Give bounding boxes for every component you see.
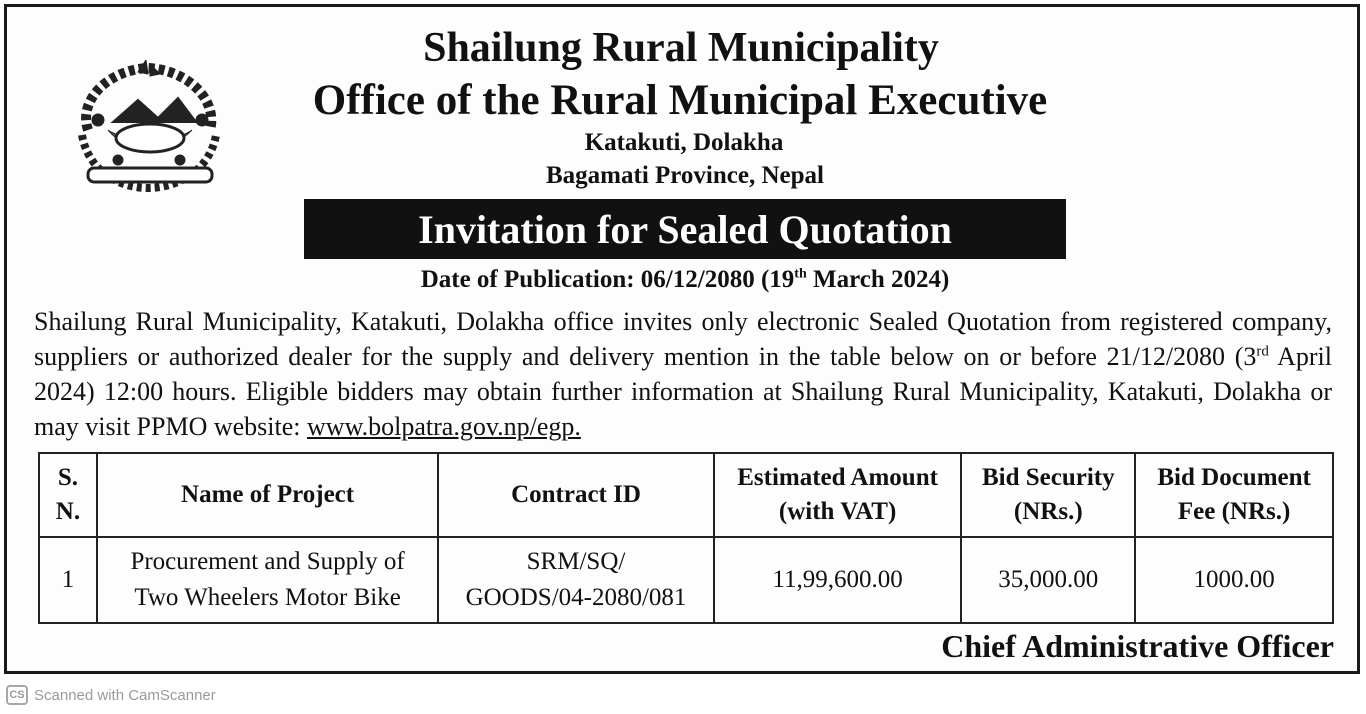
cell-bid-security: 35,000.00 — [961, 537, 1135, 623]
col-header-sn: S. N. — [39, 453, 97, 537]
address-line-2: Bagamati Province, Nepal — [546, 162, 824, 189]
cell-sn: 1 — [39, 537, 97, 623]
publication-date-suffix: th — [794, 266, 807, 282]
col-header-project: Name of Project — [97, 453, 438, 537]
col-header-contract-id: Contract ID — [438, 453, 714, 537]
publication-date-rest: March 2024) — [806, 266, 950, 293]
scanner-watermark — [6, 684, 216, 706]
ppmo-website-link[interactable]: www.bolpatra.gov.np/egp. — [307, 412, 581, 441]
camscanner-icon: CS — [6, 685, 28, 705]
cell-estimated-amount: 11,99,600.00 — [714, 537, 962, 623]
project-table — [38, 452, 1334, 624]
office-name: Office of the Rural Municipal Executive — [312, 77, 1048, 124]
col-header-estimated-amount: Estimated Amount (with VAT) — [714, 453, 962, 537]
notice-title: Invitation for Sealed Quotation — [304, 199, 1066, 259]
table-row — [39, 537, 1333, 623]
col-header-bid-document-fee: Bid Document Fee (NRs.) — [1135, 453, 1333, 537]
cell-project: Procurement and Supply of Two Wheelers Motor Bike — [97, 537, 438, 623]
table-header-row — [39, 453, 1333, 537]
notice-body — [34, 304, 1332, 444]
col-header-bid-security: Bid Security (NRs.) — [961, 453, 1135, 537]
notice-body-suffix: rd — [1256, 343, 1269, 360]
watermark-text: Scanned with CamScanner — [34, 686, 216, 704]
notice-body-part-2: April 2024) 12:00 hours. Eligible bidders may obtain further information at Shailung Rural Municipality, Katakuti, Dolakha or may visit PPMO website: — [34, 342, 1333, 441]
address-line-1: Katakuti, Dolakha — [584, 129, 784, 156]
signatory-title: Chief Administrative Officer — [941, 628, 1334, 664]
notice-body-part-1: Shailung Rural Municipality, Katakuti, Dolakha office invites only electronic Sealed Quotation from registered company, suppliers or authorized dealer for the supply and delivery mention in the table below on or before 21/12/2080 (3 — [34, 307, 1332, 371]
municipality-name: Shailung Rural Municipality — [423, 25, 939, 71]
cell-bid-document-fee: 1000.00 — [1135, 537, 1333, 623]
publication-date-main: Date of Publication: 06/12/2080 (19 — [420, 266, 795, 293]
publication-date — [0, 266, 1366, 294]
cell-contract-id: SRM/SQ/ GOODS/04-2080/081 — [438, 537, 714, 623]
